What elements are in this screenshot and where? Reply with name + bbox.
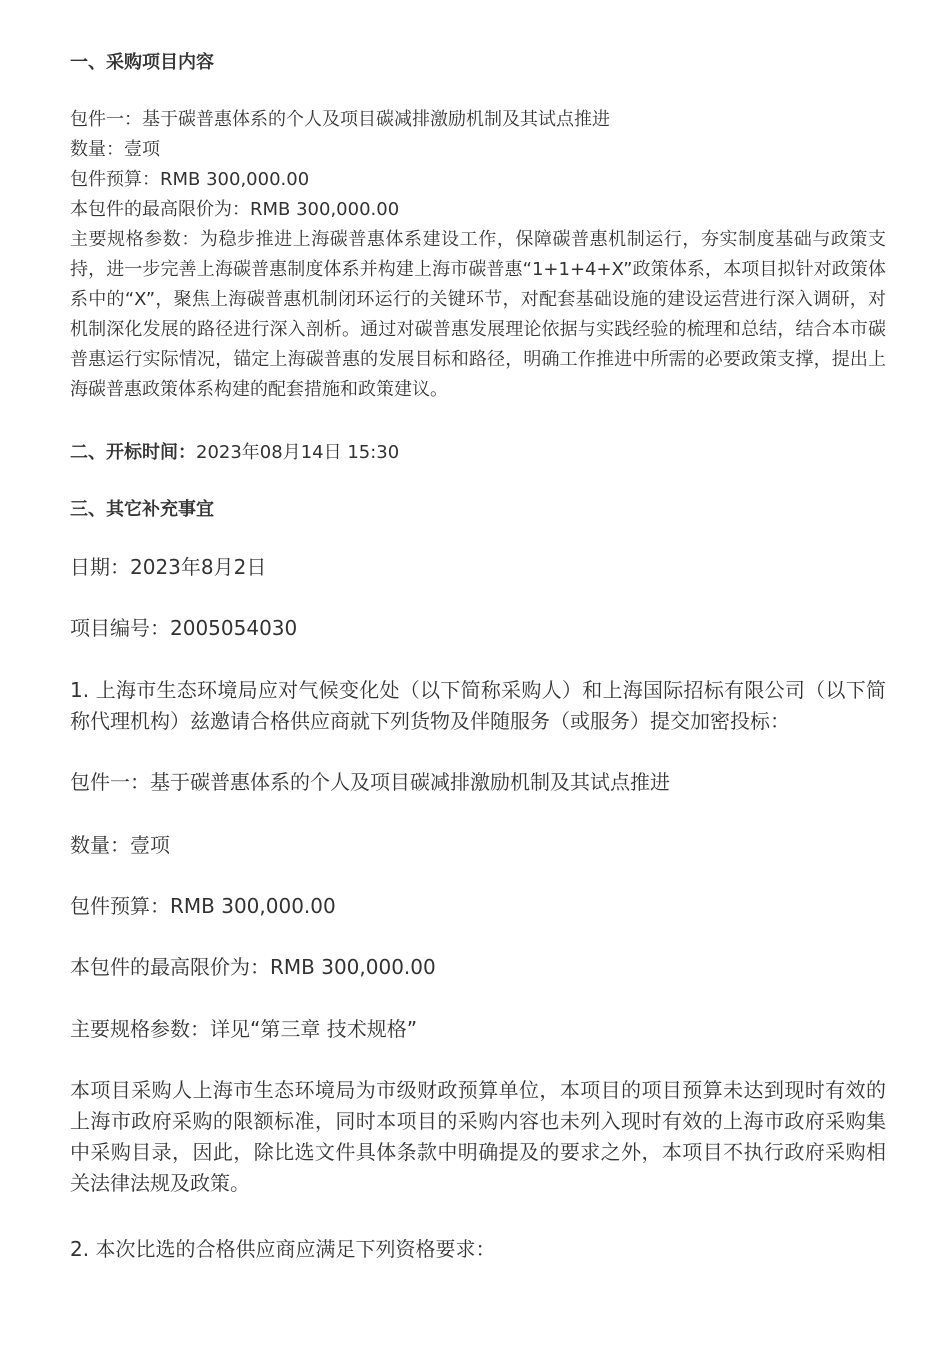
date-line: 日期：2023年8月2日 bbox=[70, 555, 267, 579]
section1-budget-line: 包件预算：RMB 300,000.00 bbox=[70, 169, 310, 190]
item-2-paragraph: 2. 本次比选的合格供应商应满足下列资格要求： bbox=[70, 1237, 496, 1261]
item-1-paragraph: 1. 上海市生态环境局应对气候变化处（以下简称采购人）和上海国际招标有限公司（以下简称代理机构）兹邀请合格供应商就下列货物及伴随服务（或服务）提交加密投标： bbox=[70, 678, 886, 733]
section1-body bbox=[70, 105, 886, 405]
section2-heading: 二、开标时间： bbox=[70, 442, 196, 463]
bid-opening-time: 2023年08月14日 15:30 bbox=[196, 442, 400, 463]
project-number-line: 项目编号：2005054030 bbox=[70, 616, 298, 640]
section1-spec-paragraph: 主要规格参数：为稳步推进上海碳普惠体系建设工作，保障碳普惠机制运行，夯实制度基础与政策支持，进一步完善上海碳普惠制度体系并构建上海市碳普惠“1+1+4+X”政策体系，本项目拟针对政策体系中的“X”，聚焦上海碳普惠机制闭环运行的关键环节，对配套基础设施的建设运营进行深入调研，对机制深化发展的路径进行深入剖析。通过对碳普惠发展理论依据与实践经验的梳理和总结，结合本市碳普惠运行实际情况，锚定上海碳普惠的发展目标和路径，明确工作推进中所需的必要政策支撑，提出上海碳普惠政策体系构建的配套措施和政策建议。 bbox=[70, 229, 886, 400]
section1-quantity-line: 数量：壹项 bbox=[70, 139, 160, 160]
section3-budget-line: 包件预算：RMB 300,000.00 bbox=[70, 894, 336, 918]
section1-max-price-line: 本包件的最高限价为：RMB 300,000.00 bbox=[70, 199, 400, 220]
policy-paragraph: 本项目采购人上海市生态环境局为市级财政预算单位，本项目的项目预算未达到现时有效的上海市政府采购的限额标准，同时本项目的采购内容也未列入现时有效的上海市政府采购集中采购目录，因此，除比选文件具体条款中明确提及的要求之外，本项目不执行政府采购相关法律法规及政策。 bbox=[70, 1078, 886, 1195]
section3-quantity-line: 数量：壹项 bbox=[70, 833, 170, 857]
section3-spec-line: 主要规格参数：详见“第三章 技术规格” bbox=[70, 1017, 418, 1041]
section3-heading: 三、其它补充事宜 bbox=[70, 499, 214, 520]
section2-heading-line bbox=[70, 438, 399, 468]
section1-heading: 一、采购项目内容 bbox=[70, 52, 214, 73]
section3-max-price-line: 本包件的最高限价为：RMB 300,000.00 bbox=[70, 955, 436, 979]
section1-package-line: 包件一：基于碳普惠体系的个人及项目碳减排激励机制及其试点推进 bbox=[70, 109, 610, 130]
section3-package-line: 包件一：基于碳普惠体系的个人及项目碳减排激励机制及其试点推进 bbox=[70, 770, 670, 794]
